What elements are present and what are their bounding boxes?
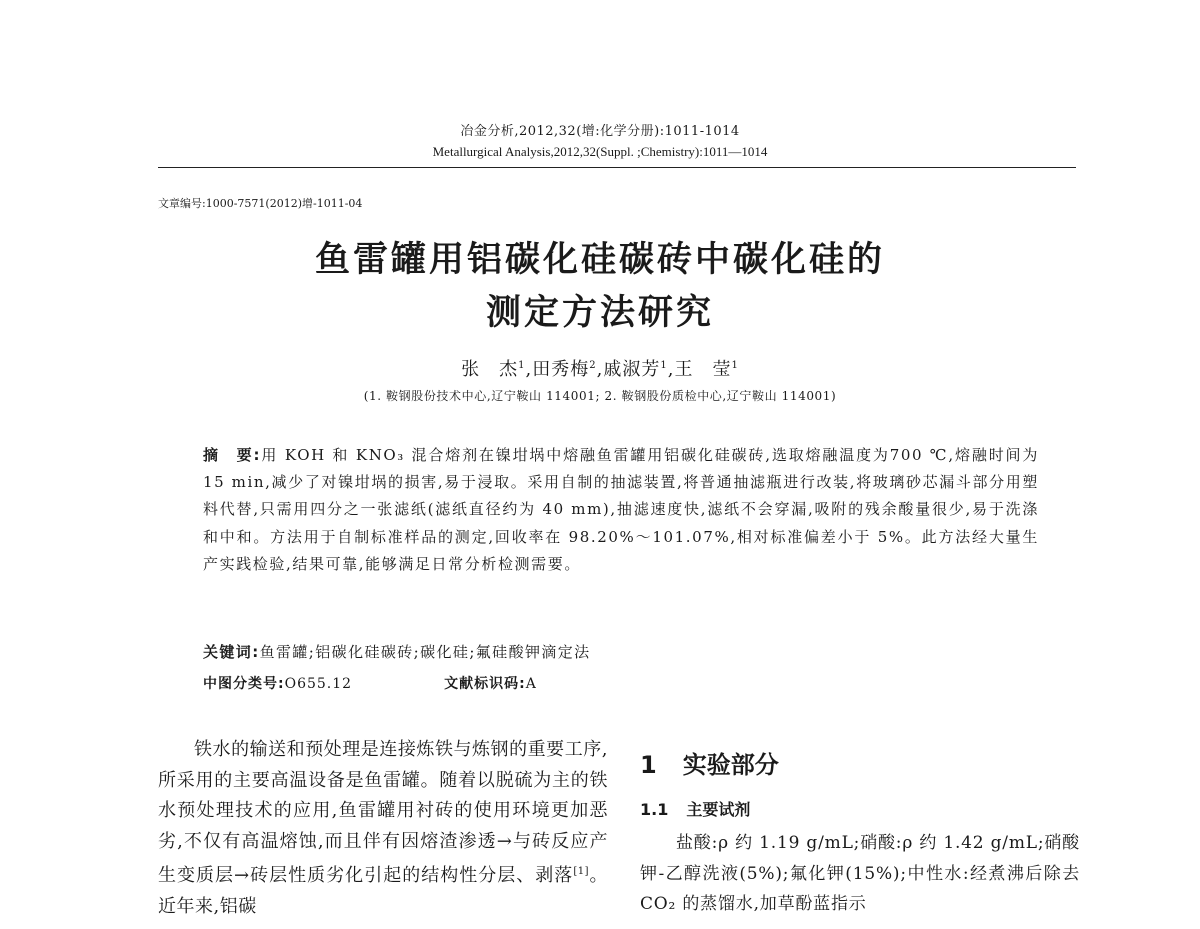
subsection-number: 1.1 — [640, 800, 669, 819]
intro-text-tail: 。近年来,铝碳 — [158, 865, 608, 917]
section-title: 实验部分 — [682, 751, 779, 779]
affiliations: (1. 鞍钢股份技术中心,辽宁鞍山 114001; 2. 鞍钢股份质检中心,辽宁鞍山 114001) — [363, 389, 837, 403]
author-name: 张 杰 — [461, 359, 519, 380]
clc-label: 中图分类号: — [203, 676, 285, 692]
reagents-column — [640, 828, 1080, 920]
intro-paragraph — [158, 735, 608, 922]
intro-column — [158, 735, 608, 922]
journal-citation-cn: 冶金分析,2012,32(增:化学分册):1011-1014 — [460, 124, 740, 139]
intro-text: 铁水的输送和预处理是连接炼铁与炼钢的重要工序,所采用的主要高温设备是鱼雷罐。随着以脱硫为主的铁水预处理技术的应用,鱼雷罐用衬砖的使用环境更加恶劣,不仅有高温熔蚀,而且伴有因熔渣渗透→与砖反应产生变质层→砖层性质劣化引起的结构性分层、剥落 — [158, 739, 608, 886]
classification-line — [203, 673, 537, 693]
citation-ref: [1] — [573, 866, 589, 877]
author-affil-mark: 1 — [660, 360, 668, 371]
author-affil-mark: 1 — [731, 360, 739, 371]
author-name: 田秀梅 — [532, 359, 590, 380]
abstract-label: 摘 要: — [203, 446, 262, 464]
section-heading — [640, 745, 779, 780]
paper-title-line-2: 测定方法研究 — [485, 293, 714, 333]
header-rule — [158, 167, 1076, 168]
author-separator: , — [525, 359, 533, 380]
author-affil-mark: 2 — [589, 360, 597, 371]
section-number: 1 — [640, 751, 657, 779]
keywords — [203, 641, 591, 662]
abstract — [203, 442, 1039, 578]
author-name: 戚淑芳 — [603, 359, 661, 380]
clc-value: O655.12 — [284, 676, 353, 692]
author-separator: , — [667, 359, 675, 380]
author-list — [0, 355, 1200, 381]
author-separator: , — [596, 359, 604, 380]
subsection-title: 主要试剂 — [686, 800, 751, 819]
keywords-text: 鱼雷罐;铝碳化硅碳砖;碳化硅;氟硅酸钾滴定法 — [259, 643, 591, 661]
article-number: 文章编号:1000-7571(2012)增-1011-04 — [158, 197, 363, 210]
author-affil-mark: 1 — [518, 360, 526, 371]
journal-citation-en: Metallurgical Analysis,2012,32(Suppl. ;Chemistry):1011—1014 — [432, 144, 768, 159]
paper-title-line-1: 鱼雷罐用铝碳化硅碳砖中碳化硅的 — [314, 240, 885, 280]
doc-code-value: A — [525, 676, 537, 692]
abstract-text: 用 KOH 和 KNO₃ 混合熔剂在镍坩埚中熔融鱼雷罐用铝碳化硅碳砖,选取熔融温度为700 ℃,熔融时间为 15 min,减少了对镍坩埚的损害,易于浸取。采用自制的抽滤装置,将普通抽滤瓶进行改装,将玻璃砂芯漏斗部分用塑料代替,只需用四分之一张滤纸(滤纸直径约为 40 mm),抽滤速度快,滤纸不会穿漏,吸附的残余酸量很少,易于洗涤和中和。方法用于自制标准样品的测定,回收率在 98.20%～101.07%,相对标准偏差小于 5%。此方法经大量生产实践检验,结果可靠,能够满足日常分析检测需要。 — [203, 446, 1039, 573]
author-name: 王 莹 — [674, 359, 732, 380]
reagents-paragraph: 盐酸:ρ 约 1.19 g/mL;硝酸:ρ 约 1.42 g/mL;硝酸钾-乙醇洗液(5%);氟化钾(15%);中性水:经煮沸后除去 CO₂ 的蒸馏水,加草酚蓝指示 — [640, 833, 1080, 914]
subsection-heading — [640, 797, 750, 820]
keywords-label: 关键词: — [203, 643, 260, 661]
doc-code-label: 文献标识码: — [444, 676, 526, 692]
